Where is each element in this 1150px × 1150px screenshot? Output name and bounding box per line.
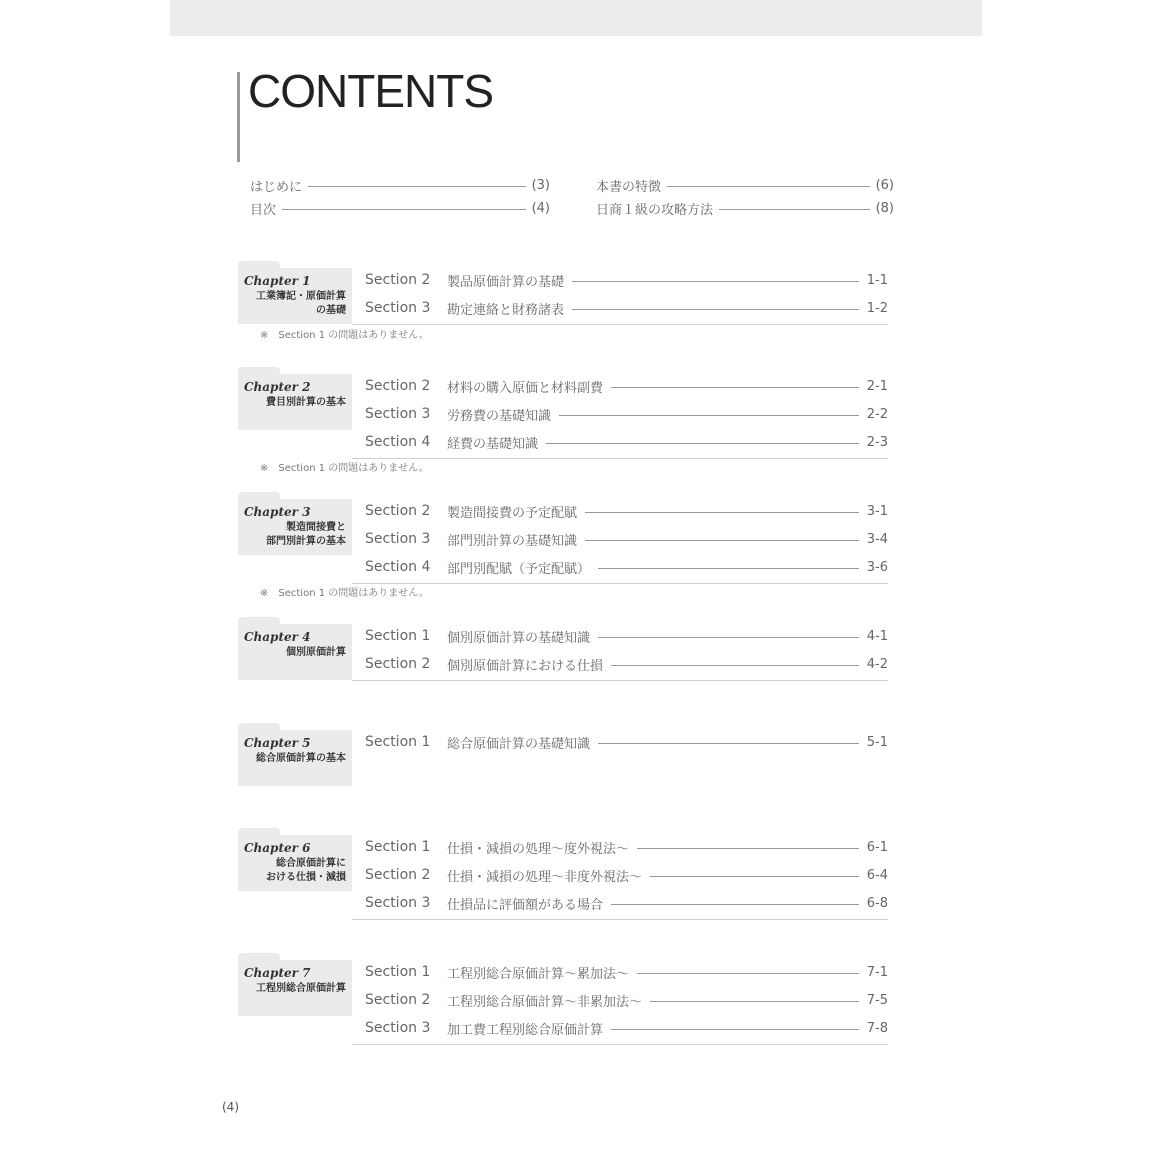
section-page: 7-5 [866,992,888,1008]
section-page: 7-1 [866,964,888,980]
chapter-name: 製造間接費と 部門別計算の基本 [266,522,346,547]
toc-section-row [365,892,888,914]
section-title: 部門別配賦（予定配賦） [447,561,591,577]
toc-section-row [365,989,888,1011]
toc-section-row [365,375,888,397]
section-page: 3-4 [866,531,888,547]
section-label: Section 4 [365,559,431,575]
title-rule [237,72,240,162]
section-title: 製品原価計算の基礎 [447,274,565,290]
leader-line [719,209,870,210]
toc-section-row [365,961,888,983]
toc-intro-label: 日商１級の攻略方法 [596,202,714,218]
chapter-tab [238,499,352,555]
section-title: 仕損・減損の処理～非度外視法～ [447,869,643,885]
chapter-tab [238,624,352,680]
toc-intro-row [250,176,550,194]
section-page: 7-8 [866,1020,888,1036]
chapter-tab [238,730,352,786]
chapter-name: 個別原価計算 [286,647,346,658]
section-rule [352,919,888,920]
toc-section-row [365,297,888,319]
leader-line [572,281,859,282]
leader-line [598,637,859,638]
leader-line [585,512,859,513]
section-page: 2-1 [866,378,888,394]
toc-intro-row [596,199,894,217]
section-title: 工程別総合原価計算～累加法～ [447,966,630,982]
toc-section-row [365,731,888,753]
chapter-number: Chapter 6 [244,841,311,855]
chapter-name: 総合原価計算の基本 [256,753,346,764]
leader-line [282,209,526,210]
leader-line [585,540,859,541]
toc-intro-row [596,176,894,194]
toc-section-row [365,653,888,675]
leader-line [650,876,859,877]
section-title: 個別原価計算の基礎知識 [447,630,591,646]
section-label: Section 3 [365,300,431,316]
toc-intro-page: (6) [875,177,894,193]
section-label: Section 1 [365,628,431,644]
leader-line [611,1029,859,1030]
section-page: 4-2 [866,656,888,672]
section-label: Section 3 [365,1020,431,1036]
leader-line [611,904,859,905]
section-page: 2-2 [866,406,888,422]
section-label: Section 2 [365,992,431,1008]
toc-intro-row [250,199,550,217]
section-label: Section 2 [365,272,431,288]
leader-line [611,387,859,388]
section-title: 仕損品に評価額がある場合 [447,897,604,913]
leader-line [637,848,859,849]
section-page: 6-1 [866,839,888,855]
top-gray-band [170,0,982,36]
section-title: 工程別総合原価計算～非累加法～ [447,994,643,1010]
section-page: 5-1 [866,734,888,750]
section-rule [352,324,888,325]
section-page: 3-1 [866,503,888,519]
chapter-note: ※ Section 1 の問題はありません。 [260,330,429,341]
toc-section-row [365,403,888,425]
section-page: 1-2 [866,300,888,316]
section-label: Section 4 [365,434,431,450]
section-rule [352,680,888,681]
leader-line [598,568,859,569]
leader-line [598,743,859,744]
chapter-name: 総合原価計算に おける仕損・減損 [266,858,346,883]
chapter-tab [238,374,352,430]
toc-section-row [365,625,888,647]
section-title: 仕損・減損の処理～度外視法～ [447,841,630,857]
section-label: Section 3 [365,406,431,422]
toc-intro-label: 本書の特徴 [596,179,662,195]
chapter-note: ※ Section 1 の問題はありません。 [260,588,429,599]
leader-line [546,443,859,444]
toc-section-row [365,836,888,858]
section-label: Section 1 [365,839,431,855]
leader-line [637,973,859,974]
section-label: Section 2 [365,656,431,672]
section-label: Section 1 [365,964,431,980]
section-page: 3-6 [866,559,888,575]
section-page: 4-1 [866,628,888,644]
leader-line [559,415,859,416]
chapter-tab [238,835,352,891]
section-label: Section 1 [365,734,431,750]
section-title: 加工費工程別総合原価計算 [447,1022,604,1038]
toc-section-row [365,269,888,291]
toc-intro-page: (8) [875,200,894,216]
chapter-number: Chapter 1 [244,274,311,288]
chapter-number: Chapter 4 [244,630,311,644]
section-page: 1-1 [866,272,888,288]
leader-line [611,665,859,666]
section-rule [352,458,888,459]
toc-section-row [365,500,888,522]
section-title: 製造間接費の予定配賦 [447,505,578,521]
toc-intro-page: (3) [531,177,550,193]
section-title: 部門別計算の基礎知識 [447,533,578,549]
toc-section-row [365,864,888,886]
chapter-name: 工程別総合原価計算 [256,983,346,994]
toc-section-row [365,556,888,578]
page-title: CONTENTS [248,65,493,117]
section-rule [352,1044,888,1045]
chapter-number: Chapter 3 [244,505,311,519]
section-title: 材料の購入原価と材料副費 [447,380,604,396]
chapter-number: Chapter 7 [244,966,311,980]
chapter-note: ※ Section 1 の問題はありません。 [260,463,429,474]
section-page: 6-4 [866,867,888,883]
chapter-name: 費目別計算の基本 [266,397,346,408]
toc-intro-label: 目次 [250,202,277,218]
toc-section-row [365,528,888,550]
chapter-tab [238,960,352,1016]
leader-line [572,309,859,310]
chapter-number: Chapter 5 [244,736,311,750]
section-title: 勘定連絡と財務諸表 [447,302,565,318]
leader-line [650,1001,859,1002]
section-title: 労務費の基礎知識 [447,408,552,424]
toc-intro-page: (4) [531,200,550,216]
section-label: Section 3 [365,895,431,911]
toc-section-row [365,431,888,453]
section-page: 6-8 [866,895,888,911]
section-title: 経費の基礎知識 [447,436,539,452]
chapter-number: Chapter 2 [244,380,311,394]
toc-intro-label: はじめに [250,179,303,195]
section-label: Section 2 [365,867,431,883]
toc-section-row [365,1017,888,1039]
section-label: Section 2 [365,378,431,394]
chapter-name: 工業簿記・原価計算 の基礎 [256,291,346,316]
page-folio: (4) [222,1100,239,1114]
section-title: 個別原価計算における仕損 [447,658,604,674]
section-label: Section 3 [365,531,431,547]
leader-line [308,186,526,187]
chapter-tab [238,268,352,324]
section-rule [352,583,888,584]
section-label: Section 2 [365,503,431,519]
section-page: 2-3 [866,434,888,450]
section-title: 総合原価計算の基礎知識 [447,736,591,752]
leader-line [667,186,870,187]
